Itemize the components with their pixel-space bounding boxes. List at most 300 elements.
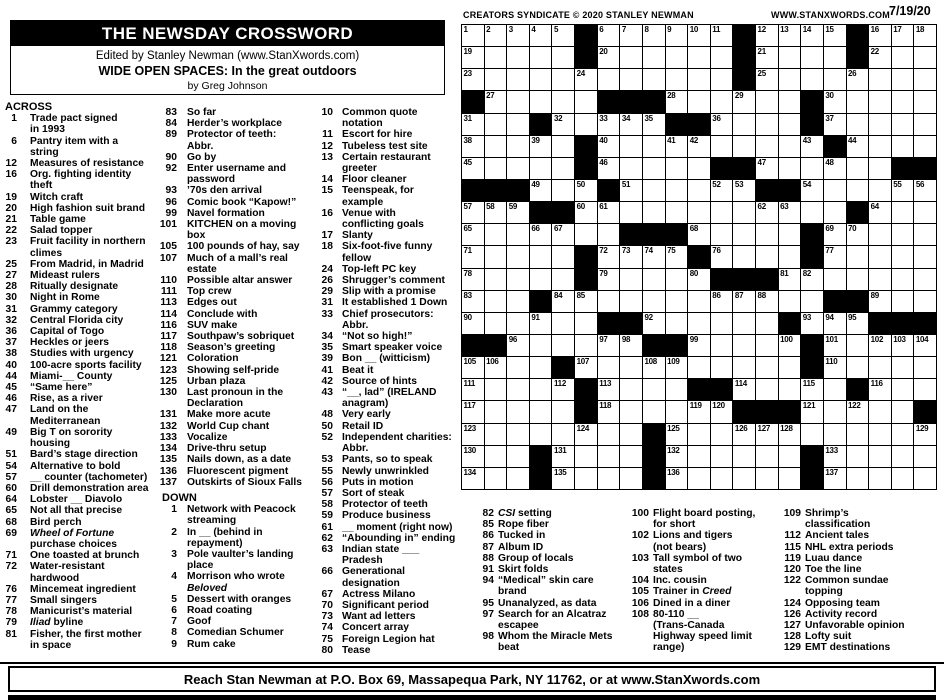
grid-cell[interactable] [462, 224, 484, 245]
grid-cell[interactable] [485, 401, 507, 422]
grid-cell[interactable] [869, 25, 891, 46]
grid-cell[interactable] [666, 25, 688, 46]
grid-cell[interactable] [847, 401, 869, 422]
grid-cell[interactable] [824, 114, 846, 135]
grid-cell[interactable] [869, 91, 891, 112]
grid-cell[interactable] [666, 136, 688, 157]
grid-cell[interactable] [643, 313, 665, 334]
grid-cell[interactable] [869, 468, 891, 489]
grid-cell[interactable] [620, 158, 642, 179]
grid-cell[interactable] [711, 357, 733, 378]
grid-cell[interactable] [598, 202, 620, 223]
grid-cell[interactable] [575, 202, 597, 223]
grid-cell[interactable] [575, 313, 597, 334]
grid-cell[interactable] [507, 114, 529, 135]
grid-cell[interactable] [801, 202, 823, 223]
grid-cell[interactable] [779, 269, 801, 290]
grid-cell[interactable] [485, 91, 507, 112]
grid-cell[interactable] [485, 246, 507, 267]
grid-cell[interactable] [824, 47, 846, 68]
grid-cell[interactable] [620, 25, 642, 46]
grid-cell[interactable] [643, 136, 665, 157]
grid-cell[interactable] [643, 291, 665, 312]
grid-cell[interactable] [666, 379, 688, 400]
grid-cell[interactable] [462, 269, 484, 290]
grid-cell[interactable] [575, 357, 597, 378]
grid-cell[interactable] [756, 291, 778, 312]
grid-cell[interactable] [507, 224, 529, 245]
grid-cell[interactable] [552, 269, 574, 290]
grid-cell[interactable] [869, 269, 891, 290]
grid-cell[interactable] [779, 446, 801, 467]
grid-cell[interactable] [462, 136, 484, 157]
grid-cell[interactable] [620, 47, 642, 68]
grid-cell[interactable] [552, 291, 574, 312]
grid-cell[interactable] [530, 246, 552, 267]
grid-cell[interactable] [711, 180, 733, 201]
grid-cell[interactable] [892, 246, 914, 267]
grid-cell[interactable] [485, 291, 507, 312]
grid-cell[interactable] [643, 202, 665, 223]
grid-cell[interactable] [620, 69, 642, 90]
grid-cell[interactable] [666, 401, 688, 422]
grid-cell[interactable] [552, 446, 574, 467]
grid-cell[interactable] [643, 158, 665, 179]
grid-cell[interactable] [779, 69, 801, 90]
grid-cell[interactable] [892, 446, 914, 467]
grid-cell[interactable] [914, 357, 936, 378]
grid-cell[interactable] [914, 335, 936, 356]
grid-cell[interactable] [552, 335, 574, 356]
grid-cell[interactable] [914, 246, 936, 267]
grid-cell[interactable] [824, 446, 846, 467]
grid-cell[interactable] [892, 180, 914, 201]
grid-cell[interactable] [598, 136, 620, 157]
grid-cell[interactable] [847, 69, 869, 90]
grid-cell[interactable] [485, 446, 507, 467]
grid-cell[interactable] [485, 202, 507, 223]
grid-cell[interactable] [756, 91, 778, 112]
grid-cell[interactable] [733, 446, 755, 467]
grid-cell[interactable] [824, 468, 846, 489]
grid-cell[interactable] [869, 114, 891, 135]
grid-cell[interactable] [598, 158, 620, 179]
grid-cell[interactable] [462, 202, 484, 223]
grid-cell[interactable] [507, 401, 529, 422]
grid-cell[interactable] [914, 379, 936, 400]
grid-cell[interactable] [824, 379, 846, 400]
grid-cell[interactable] [892, 335, 914, 356]
grid-cell[interactable] [485, 69, 507, 90]
grid-cell[interactable] [688, 446, 710, 467]
grid-cell[interactable] [688, 202, 710, 223]
grid-cell[interactable] [620, 401, 642, 422]
grid-cell[interactable] [688, 180, 710, 201]
grid-cell[interactable] [462, 69, 484, 90]
grid-cell[interactable] [733, 313, 755, 334]
grid-cell[interactable] [779, 202, 801, 223]
grid-cell[interactable] [892, 25, 914, 46]
grid-cell[interactable] [914, 291, 936, 312]
grid-cell[interactable] [666, 180, 688, 201]
grid-cell[interactable] [530, 335, 552, 356]
grid-cell[interactable] [552, 91, 574, 112]
grid-cell[interactable] [869, 180, 891, 201]
grid-cell[interactable] [733, 91, 755, 112]
grid-cell[interactable] [530, 91, 552, 112]
grid-cell[interactable] [733, 246, 755, 267]
grid-cell[interactable] [598, 379, 620, 400]
grid-cell[interactable] [552, 114, 574, 135]
grid-cell[interactable] [598, 424, 620, 445]
grid-cell[interactable] [733, 335, 755, 356]
grid-cell[interactable] [552, 47, 574, 68]
grid-cell[interactable] [756, 379, 778, 400]
grid-cell[interactable] [462, 446, 484, 467]
grid-cell[interactable] [688, 357, 710, 378]
grid-cell[interactable] [711, 335, 733, 356]
grid-cell[interactable] [779, 357, 801, 378]
grid-cell[interactable] [756, 335, 778, 356]
grid-cell[interactable] [801, 401, 823, 422]
grid-cell[interactable] [756, 468, 778, 489]
grid-cell[interactable] [598, 335, 620, 356]
grid-cell[interactable] [552, 379, 574, 400]
grid-cell[interactable] [892, 47, 914, 68]
grid-cell[interactable] [733, 357, 755, 378]
grid-cell[interactable] [598, 114, 620, 135]
grid-cell[interactable] [779, 136, 801, 157]
grid-cell[interactable] [575, 424, 597, 445]
grid-cell[interactable] [914, 446, 936, 467]
grid-cell[interactable] [598, 25, 620, 46]
grid-cell[interactable] [462, 291, 484, 312]
grid-cell[interactable] [824, 91, 846, 112]
grid-cell[interactable] [801, 269, 823, 290]
grid-cell[interactable] [869, 224, 891, 245]
grid-cell[interactable] [575, 291, 597, 312]
grid-cell[interactable] [869, 47, 891, 68]
grid-cell[interactable] [462, 379, 484, 400]
grid-cell[interactable] [598, 401, 620, 422]
grid-cell[interactable] [779, 335, 801, 356]
grid-cell[interactable] [507, 468, 529, 489]
grid-cell[interactable] [530, 180, 552, 201]
grid-cell[interactable] [914, 69, 936, 90]
grid-cell[interactable] [847, 158, 869, 179]
grid-cell[interactable] [847, 446, 869, 467]
grid-cell[interactable] [598, 468, 620, 489]
grid-cell[interactable] [892, 424, 914, 445]
grid-cell[interactable] [914, 269, 936, 290]
grid-cell[interactable] [598, 47, 620, 68]
grid-cell[interactable] [779, 25, 801, 46]
grid-cell[interactable] [847, 246, 869, 267]
grid-cell[interactable] [688, 158, 710, 179]
grid-cell[interactable] [756, 424, 778, 445]
grid-cell[interactable] [756, 313, 778, 334]
grid-cell[interactable] [598, 357, 620, 378]
grid-cell[interactable] [711, 224, 733, 245]
grid-cell[interactable] [847, 224, 869, 245]
grid-cell[interactable] [485, 158, 507, 179]
grid-cell[interactable] [688, 335, 710, 356]
grid-cell[interactable] [666, 424, 688, 445]
grid-cell[interactable] [620, 269, 642, 290]
grid-cell[interactable] [507, 424, 529, 445]
grid-cell[interactable] [485, 114, 507, 135]
grid-cell[interactable] [575, 91, 597, 112]
grid-cell[interactable] [779, 246, 801, 267]
grid-cell[interactable] [824, 246, 846, 267]
grid-cell[interactable] [733, 224, 755, 245]
grid-cell[interactable] [643, 357, 665, 378]
grid-cell[interactable] [869, 401, 891, 422]
grid-cell[interactable] [733, 468, 755, 489]
grid-cell[interactable] [620, 446, 642, 467]
grid-cell[interactable] [620, 424, 642, 445]
grid-cell[interactable] [485, 25, 507, 46]
grid-cell[interactable] [914, 424, 936, 445]
grid-cell[interactable] [552, 25, 574, 46]
grid-cell[interactable] [914, 114, 936, 135]
grid-cell[interactable] [620, 379, 642, 400]
grid-cell[interactable] [847, 114, 869, 135]
grid-cell[interactable] [801, 313, 823, 334]
grid-cell[interactable] [688, 468, 710, 489]
grid-cell[interactable] [507, 202, 529, 223]
grid-cell[interactable] [462, 313, 484, 334]
grid-cell[interactable] [711, 291, 733, 312]
grid-cell[interactable] [847, 91, 869, 112]
grid-cell[interactable] [756, 446, 778, 467]
grid-cell[interactable] [598, 246, 620, 267]
grid-cell[interactable] [485, 357, 507, 378]
grid-cell[interactable] [801, 180, 823, 201]
grid-cell[interactable] [711, 25, 733, 46]
grid-cell[interactable] [824, 269, 846, 290]
grid-cell[interactable] [666, 468, 688, 489]
grid-cell[interactable] [507, 446, 529, 467]
grid-cell[interactable] [643, 401, 665, 422]
grid-cell[interactable] [507, 158, 529, 179]
grid-cell[interactable] [598, 446, 620, 467]
grid-cell[interactable] [666, 47, 688, 68]
grid-cell[interactable] [801, 291, 823, 312]
grid-cell[interactable] [892, 357, 914, 378]
grid-cell[interactable] [756, 202, 778, 223]
grid-cell[interactable] [598, 224, 620, 245]
grid-cell[interactable] [892, 379, 914, 400]
grid-cell[interactable] [733, 180, 755, 201]
grid-cell[interactable] [620, 291, 642, 312]
grid-cell[interactable] [507, 69, 529, 90]
grid-cell[interactable] [892, 136, 914, 157]
grid-cell[interactable] [666, 269, 688, 290]
grid-cell[interactable] [462, 158, 484, 179]
grid-cell[interactable] [801, 25, 823, 46]
grid-cell[interactable] [824, 401, 846, 422]
grid-cell[interactable] [914, 91, 936, 112]
grid-cell[interactable] [733, 202, 755, 223]
grid-cell[interactable] [756, 246, 778, 267]
grid-cell[interactable] [779, 158, 801, 179]
grid-cell[interactable] [507, 91, 529, 112]
grid-cell[interactable] [711, 424, 733, 445]
grid-cell[interactable] [666, 357, 688, 378]
grid-cell[interactable] [892, 91, 914, 112]
grid-cell[interactable] [688, 291, 710, 312]
grid-cell[interactable] [869, 158, 891, 179]
grid-cell[interactable] [485, 47, 507, 68]
grid-cell[interactable] [779, 91, 801, 112]
grid-cell[interactable] [824, 69, 846, 90]
grid-cell[interactable] [847, 357, 869, 378]
grid-cell[interactable] [485, 136, 507, 157]
grid-cell[interactable] [733, 379, 755, 400]
grid-cell[interactable] [575, 224, 597, 245]
grid-cell[interactable] [779, 47, 801, 68]
grid-cell[interactable] [462, 25, 484, 46]
grid-cell[interactable] [869, 335, 891, 356]
grid-cell[interactable] [824, 224, 846, 245]
grid-cell[interactable] [824, 313, 846, 334]
grid-cell[interactable] [462, 246, 484, 267]
grid-cell[interactable] [756, 47, 778, 68]
grid-cell[interactable] [847, 468, 869, 489]
grid-cell[interactable] [711, 69, 733, 90]
grid-cell[interactable] [666, 69, 688, 90]
grid-cell[interactable] [462, 424, 484, 445]
grid-cell[interactable] [824, 25, 846, 46]
grid-cell[interactable] [711, 313, 733, 334]
grid-cell[interactable] [666, 91, 688, 112]
grid-cell[interactable] [575, 335, 597, 356]
grid-cell[interactable] [485, 224, 507, 245]
grid-cell[interactable] [575, 446, 597, 467]
grid-cell[interactable] [869, 136, 891, 157]
grid-cell[interactable] [530, 401, 552, 422]
grid-cell[interactable] [756, 158, 778, 179]
grid-cell[interactable] [530, 379, 552, 400]
grid-cell[interactable] [847, 180, 869, 201]
grid-cell[interactable] [869, 379, 891, 400]
grid-cell[interactable] [643, 25, 665, 46]
grid-cell[interactable] [892, 202, 914, 223]
grid-cell[interactable] [552, 424, 574, 445]
grid-cell[interactable] [711, 401, 733, 422]
grid-cell[interactable] [620, 180, 642, 201]
grid-cell[interactable] [869, 291, 891, 312]
grid-cell[interactable] [643, 269, 665, 290]
grid-cell[interactable] [779, 114, 801, 135]
grid-cell[interactable] [575, 468, 597, 489]
grid-cell[interactable] [666, 313, 688, 334]
grid-cell[interactable] [801, 136, 823, 157]
grid-cell[interactable] [552, 401, 574, 422]
grid-cell[interactable] [892, 114, 914, 135]
grid-cell[interactable] [485, 379, 507, 400]
grid-cell[interactable] [552, 158, 574, 179]
grid-cell[interactable] [666, 202, 688, 223]
grid-cell[interactable] [801, 379, 823, 400]
grid-cell[interactable] [779, 424, 801, 445]
grid-cell[interactable] [688, 136, 710, 157]
grid-cell[interactable] [914, 468, 936, 489]
grid-cell[interactable] [552, 224, 574, 245]
grid-cell[interactable] [643, 69, 665, 90]
grid-cell[interactable] [711, 91, 733, 112]
grid-cell[interactable] [847, 313, 869, 334]
grid-cell[interactable] [485, 269, 507, 290]
grid-cell[interactable] [756, 25, 778, 46]
grid-cell[interactable] [530, 224, 552, 245]
grid-cell[interactable] [530, 269, 552, 290]
grid-cell[interactable] [801, 69, 823, 90]
grid-cell[interactable] [666, 246, 688, 267]
grid-cell[interactable] [507, 379, 529, 400]
grid-cell[interactable] [552, 180, 574, 201]
grid-cell[interactable] [552, 313, 574, 334]
grid-cell[interactable] [507, 47, 529, 68]
grid-cell[interactable] [824, 424, 846, 445]
grid-cell[interactable] [462, 357, 484, 378]
grid-cell[interactable] [914, 136, 936, 157]
grid-cell[interactable] [847, 269, 869, 290]
grid-cell[interactable] [530, 47, 552, 68]
grid-cell[interactable] [530, 158, 552, 179]
grid-cell[interactable] [756, 114, 778, 135]
grid-cell[interactable] [711, 114, 733, 135]
grid-cell[interactable] [530, 136, 552, 157]
grid-cell[interactable] [620, 202, 642, 223]
grid-cell[interactable] [869, 246, 891, 267]
grid-cell[interactable] [824, 357, 846, 378]
grid-cell[interactable] [756, 224, 778, 245]
grid-cell[interactable] [620, 468, 642, 489]
grid-cell[interactable] [688, 401, 710, 422]
grid-cell[interactable] [530, 313, 552, 334]
grid-cell[interactable] [801, 47, 823, 68]
grid-cell[interactable] [643, 47, 665, 68]
grid-cell[interactable] [485, 313, 507, 334]
grid-cell[interactable] [485, 424, 507, 445]
grid-cell[interactable] [892, 468, 914, 489]
grid-cell[interactable] [462, 401, 484, 422]
grid-cell[interactable] [711, 468, 733, 489]
grid-cell[interactable] [711, 202, 733, 223]
grid-cell[interactable] [914, 180, 936, 201]
grid-cell[interactable] [507, 269, 529, 290]
grid-cell[interactable] [485, 468, 507, 489]
grid-cell[interactable] [801, 424, 823, 445]
grid-cell[interactable] [756, 136, 778, 157]
grid-cell[interactable] [643, 180, 665, 201]
grid-cell[interactable] [620, 335, 642, 356]
grid-cell[interactable] [869, 424, 891, 445]
grid-cell[interactable] [892, 69, 914, 90]
grid-cell[interactable] [847, 424, 869, 445]
grid-cell[interactable] [507, 25, 529, 46]
grid-cell[interactable] [530, 69, 552, 90]
grid-cell[interactable] [869, 69, 891, 90]
grid-cell[interactable] [711, 246, 733, 267]
grid-cell[interactable] [598, 69, 620, 90]
grid-cell[interactable] [462, 468, 484, 489]
grid-cell[interactable] [824, 180, 846, 201]
grid-cell[interactable] [598, 291, 620, 312]
grid-cell[interactable] [869, 446, 891, 467]
